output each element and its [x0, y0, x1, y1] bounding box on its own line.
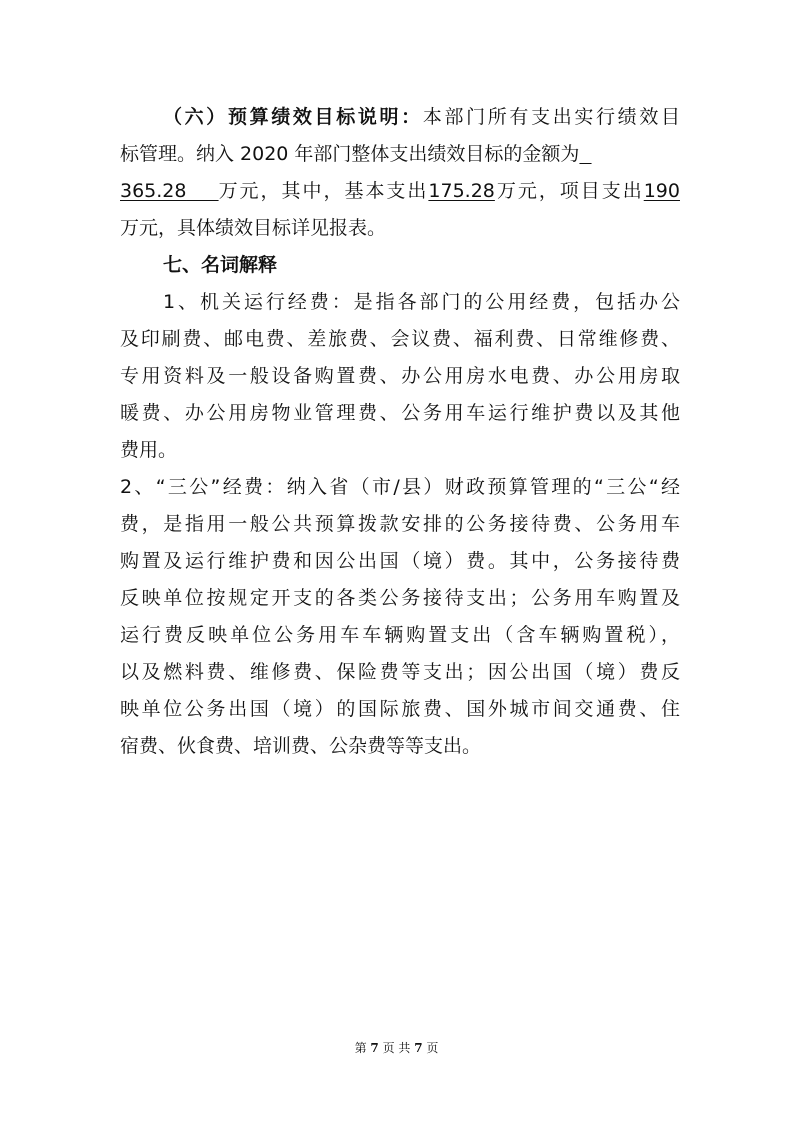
section6-line2-text: 标管理。纳入 2020 年部门整体支出绩效目标的金额为 [120, 143, 580, 165]
section6-line2-blank [579, 143, 591, 165]
footer-text-1: 第 [354, 1041, 371, 1055]
item1-line: 专用资料及一般设备购置费、办公用房水电费、办公用房取 [120, 365, 680, 387]
basic-amount: 175.28 [428, 180, 495, 202]
item2-line: 反映单位按规定开支的各类公务接待支出；公务用车购置及 [120, 587, 680, 609]
section6-line2 [120, 136, 680, 172]
project-amount: 190 [643, 180, 680, 202]
footer-text-2: 页 共 [378, 1041, 415, 1055]
item1-line: 暖费、办公用房物业管理费、公务用车运行维护费以及其他 [120, 402, 680, 424]
page-number-footer [0, 1040, 793, 1056]
section6-line4-text: 万元，具体绩效目标详见报表。 [120, 217, 387, 239]
section6-line4 [120, 210, 680, 246]
item2-line: 以及燃料费、维修费、保险费等支出；因公出国（境）费反 [120, 661, 680, 683]
section6-heading: （六）预算绩效目标说明： [163, 106, 423, 128]
section6-line3-text-c: 万元，项目支出 [494, 180, 644, 202]
item2-line: 费，是指用一般公共预算拨款安排的公务接待费、公务用车 [120, 513, 680, 535]
total-amount: 365.28 [120, 180, 187, 202]
section6-line3 [120, 173, 680, 209]
footer-text-3: 页 [422, 1041, 439, 1055]
section7-heading: 七、名词解释 [163, 254, 278, 276]
section6-line1-text: 本部门所有支出实行绩效目 [422, 106, 680, 128]
item2-line: 运行费反映单位公务用车车辆购置支出（含车辆购置税）， [120, 624, 680, 646]
item2-line: 购置及运行维护费和因公出国（境）费。其中，公务接待费 [120, 550, 680, 572]
total-amount-pad [186, 180, 218, 202]
current-page: 7 [370, 1041, 379, 1055]
section6-line1 [163, 99, 680, 135]
item1-line: 费用。 [120, 439, 178, 461]
item1-line: 及印刷费、邮电费、差旅费、会议费、福利费、日常维修费、 [120, 328, 680, 350]
section6-line3-text-b: 万元，其中，基本支出 [218, 180, 429, 202]
item2-line: 2、“三公”经费：纳入省（市/县）财政预算管理的“三公“经 [120, 476, 680, 498]
item1-line: 1、机关运行经费：是指各部门的公用经费，包括办公 [163, 291, 680, 313]
item2-line: 映单位公务出国（境）的国际旅费、国外城市间交通费、住 [120, 698, 680, 720]
total-pages: 7 [414, 1041, 423, 1055]
item2-line: 宿费、伙食费、培训费、公杂费等等支出。 [120, 735, 482, 757]
